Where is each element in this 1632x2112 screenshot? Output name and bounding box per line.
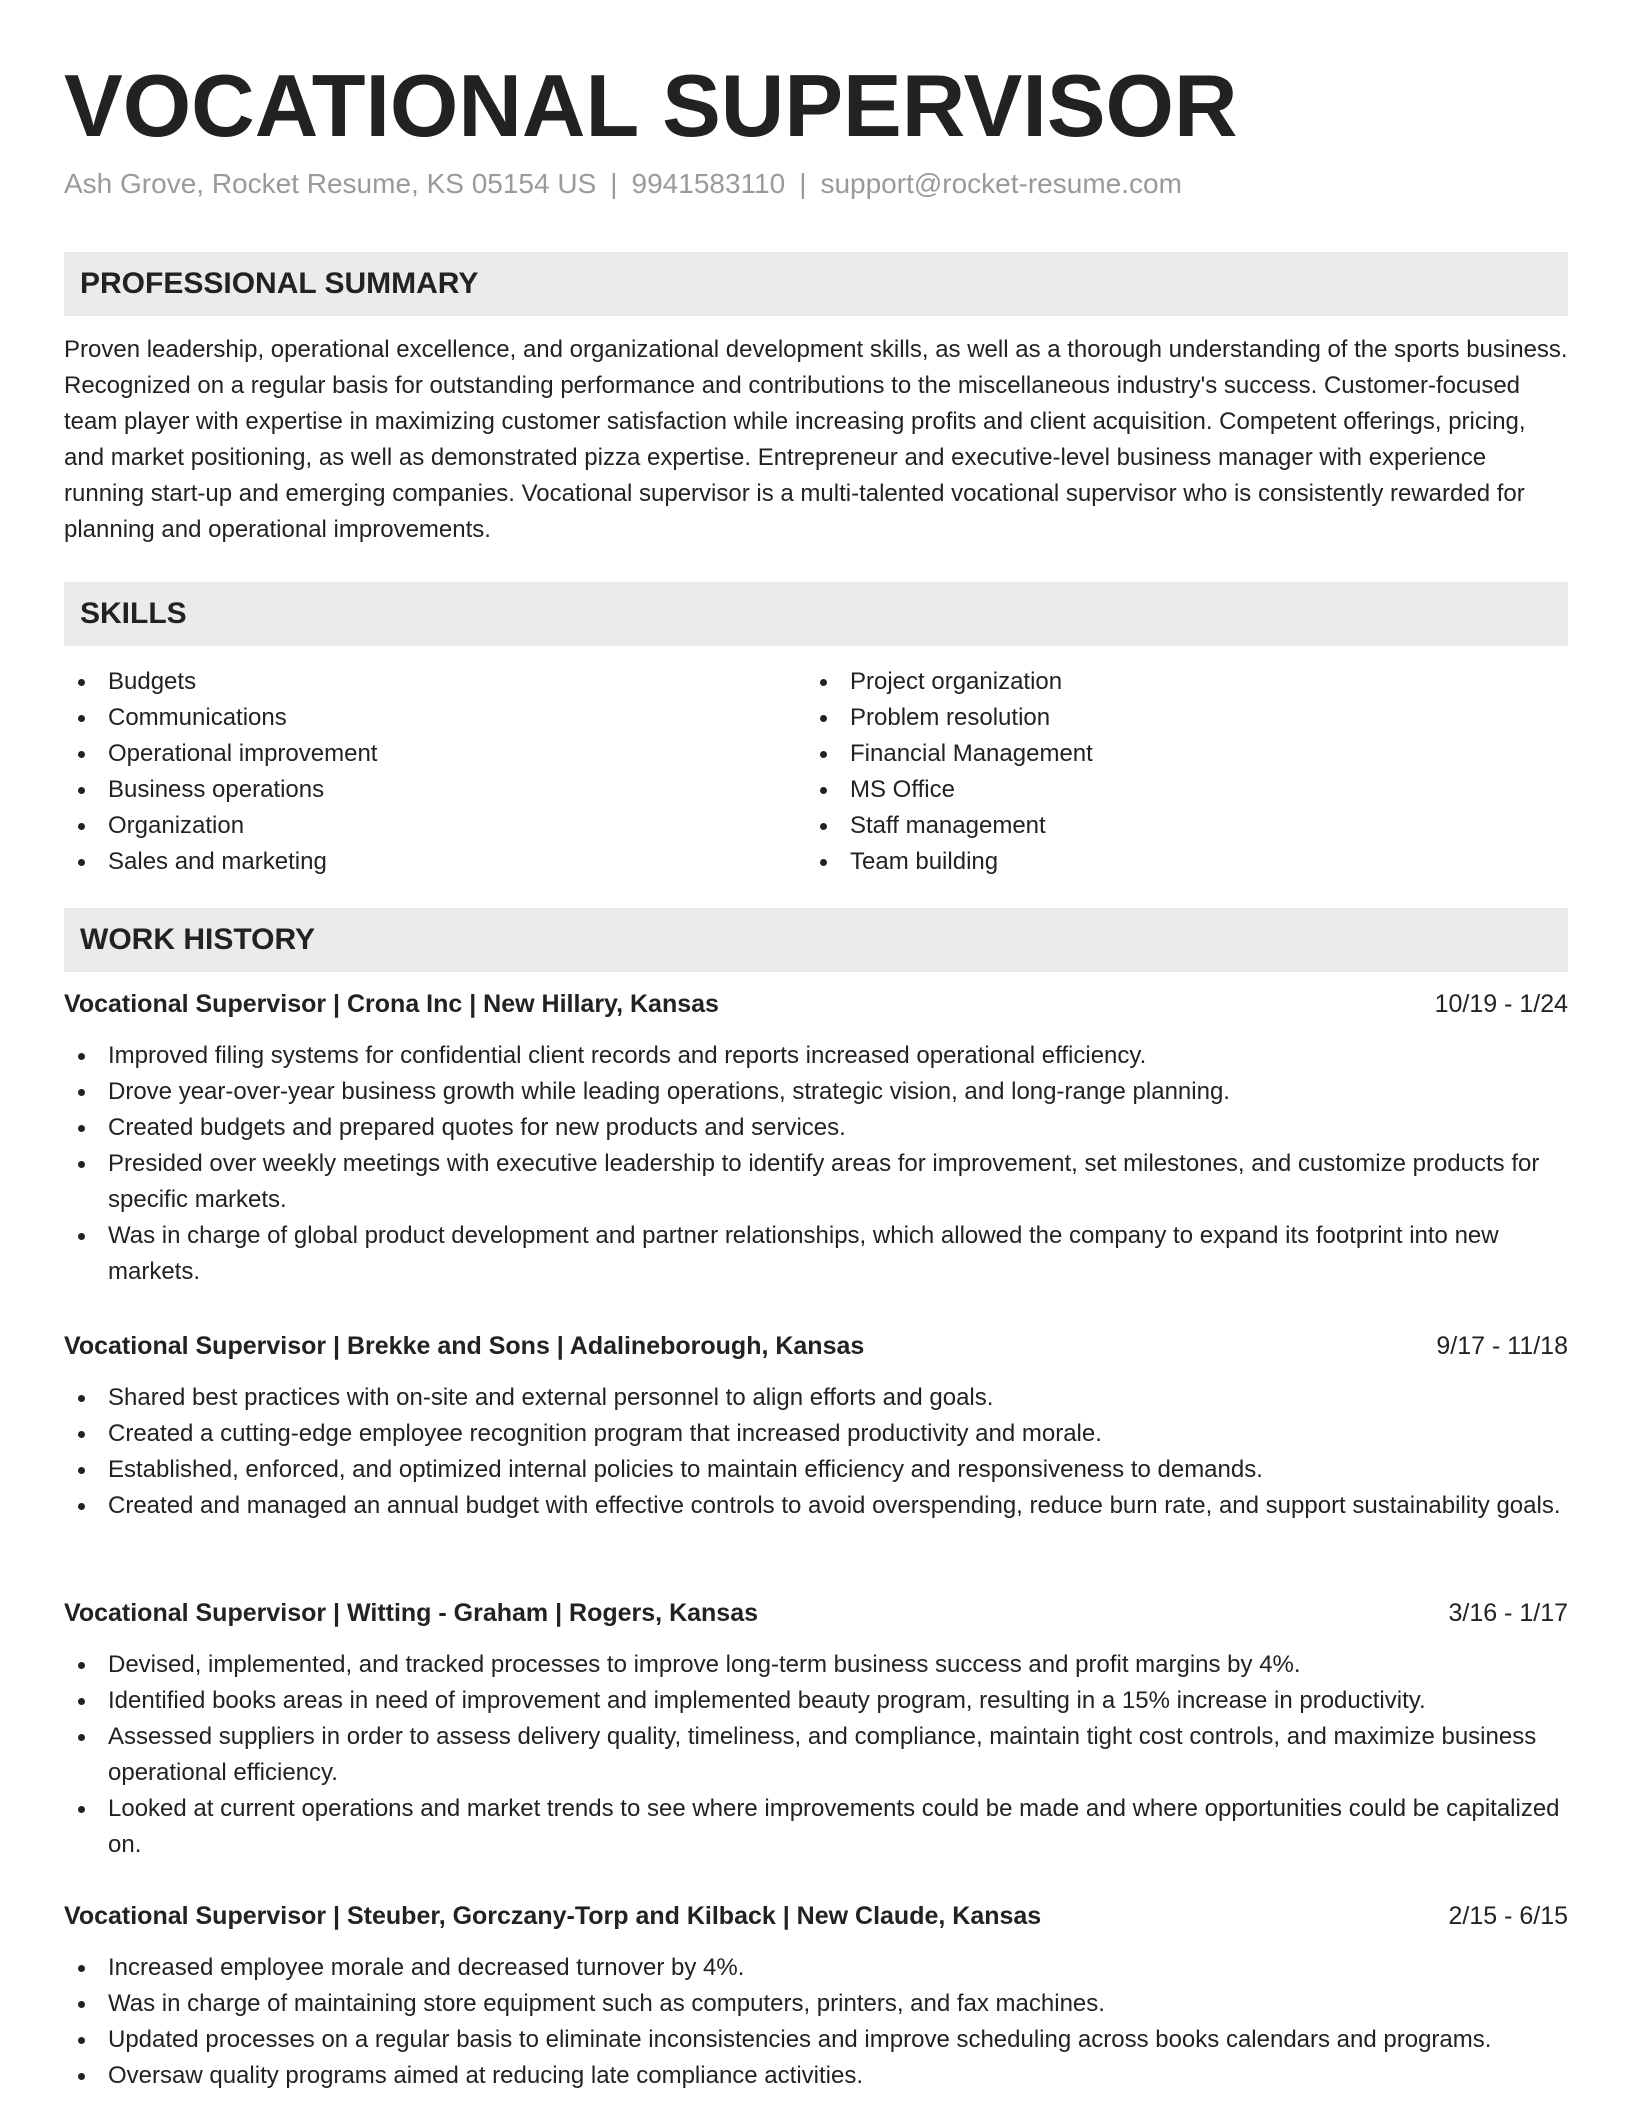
summary-section-header [64, 252, 1568, 316]
skill-item: Problem resolution [806, 700, 1548, 736]
job-bullet: Assessed suppliers in order to assess delivery quality, timeliness, and compliance, maintain tight cost controls, and maximize business operational efficiency. [64, 1719, 1568, 1791]
job-header [64, 986, 1568, 1022]
job-bullet: Improved filing systems for confidential client records and reports increased operational efficiency. [64, 1038, 1568, 1074]
job-bullets [64, 1647, 1568, 1863]
job-dates: 3/16 - 1/17 [1448, 1599, 1568, 1627]
summary-text: Proven leadership, operational excellence, and organizational development skills, as well as a thorough understanding of the sports business. Recognized on a regular basis for outstanding performance and contributions to the miscellaneous industry's success. Customer-focused team player with expertise in maximizing customer satisfaction while increasing profits and client acquisition. Competent offerings, pricing, and market positioning, as well as demonstrated pizza expertise. Entrepreneur and executive-level business manager with experience running start-up and emerging companies. Vocational supervisor is a multi-talented vocational supervisor who is consistently rewarded for planning and operational improvements. [64, 336, 1568, 543]
contact-line [64, 164, 1182, 204]
contact-separator: | [799, 168, 807, 199]
summary-heading: PROFESSIONAL SUMMARY [80, 267, 479, 300]
job-bullets [64, 1380, 1568, 1524]
job-header [64, 1898, 1568, 1934]
contact-email: support@rocket-resume.com [820, 168, 1182, 199]
skills-list [64, 664, 1568, 880]
skill-item: Sales and marketing [64, 844, 806, 880]
job-title: Vocational Supervisor | Brekke and Sons | Adalineborough, Kansas [64, 1332, 865, 1360]
job-bullet: Devised, implemented, and tracked processes to improve long-term business success and profit margins by 4%. [64, 1647, 1568, 1683]
skill-item: Staff management [806, 808, 1548, 844]
job-bullet: Shared best practices with on-site and external personnel to align efforts and goals. [64, 1380, 1568, 1416]
job-bullet: Was in charge of maintaining store equipment such as computers, printers, and fax machines. [64, 1986, 1568, 2022]
job-title: Vocational Supervisor | Witting - Graham | Rogers, Kansas [64, 1599, 759, 1627]
job-bullet: Drove year-over-year business growth while leading operations, strategic vision, and long-range planning. [64, 1074, 1568, 1110]
skills-column-right [806, 664, 1548, 880]
skill-item: Business operations [64, 772, 806, 808]
job-bullets [64, 1950, 1568, 2094]
job-entry [64, 1328, 1568, 1524]
skills-section-header [64, 582, 1568, 646]
skill-item: MS Office [806, 772, 1548, 808]
job-title: Vocational Supervisor | Steuber, Gorczany-Torp and Kilback | New Claude, Kansas [64, 1902, 1042, 1930]
skill-item: Budgets [64, 664, 806, 700]
skill-item: Organization [64, 808, 806, 844]
skill-item: Team building [806, 844, 1548, 880]
job-header [64, 1595, 1568, 1631]
job-bullet: Updated processes on a regular basis to eliminate inconsistencies and improve scheduling across books calendars and programs. [64, 2022, 1568, 2058]
job-title: Vocational Supervisor | Crona Inc | New Hillary, Kansas [64, 990, 719, 1018]
job-header [64, 1328, 1568, 1364]
work-history-section-header [64, 908, 1568, 972]
job-dates: 9/17 - 11/18 [1436, 1332, 1568, 1360]
job-bullet: Increased employee morale and decreased turnover by 4%. [64, 1950, 1568, 1986]
skill-item: Operational improvement [64, 736, 806, 772]
skill-item: Communications [64, 700, 806, 736]
job-dates: 10/19 - 1/24 [1434, 990, 1568, 1018]
job-bullet: Oversaw quality programs aimed at reducing late compliance activities. [64, 2058, 1568, 2094]
skills-column-left [64, 664, 806, 880]
skill-item: Financial Management [806, 736, 1548, 772]
job-entry [64, 1595, 1568, 1863]
job-entry [64, 986, 1568, 1290]
job-bullet: Presided over weekly meetings with executive leadership to identify areas for improvement, set milestones, and customize products for specific markets. [64, 1146, 1568, 1218]
candidate-name: VOCATIONAL SUPERVISOR [64, 56, 1238, 155]
job-bullet: Created and managed an annual budget with effective controls to avoid overspending, reduce burn rate, and support sustainability goals. [64, 1488, 1568, 1524]
contact-separator: | [610, 168, 618, 199]
job-bullets [64, 1038, 1568, 1290]
contact-phone: 9941583110 [631, 168, 786, 199]
job-bullet: Identified books areas in need of improvement and implemented beauty program, resulting in a 15% increase in productivity. [64, 1683, 1568, 1719]
work-history-heading: WORK HISTORY [80, 923, 316, 956]
skill-item: Project organization [806, 664, 1548, 700]
job-entry [64, 1898, 1568, 2094]
contact-address: Ash Grove, Rocket Resume, KS 05154 US [64, 168, 597, 199]
job-bullet: Created budgets and prepared quotes for new products and services. [64, 1110, 1568, 1146]
skills-heading: SKILLS [80, 597, 187, 630]
job-bullet: Was in charge of global product development and partner relationships, which allowed the company to expand its footprint into new markets. [64, 1218, 1568, 1290]
job-bullet: Established, enforced, and optimized internal policies to maintain efficiency and responsiveness to demands. [64, 1452, 1568, 1488]
job-bullet: Created a cutting-edge employee recognition program that increased productivity and morale. [64, 1416, 1568, 1452]
job-bullet: Looked at current operations and market trends to see where improvements could be made and where opportunities could be capitalized on. [64, 1791, 1568, 1863]
job-dates: 2/15 - 6/15 [1448, 1902, 1568, 1930]
